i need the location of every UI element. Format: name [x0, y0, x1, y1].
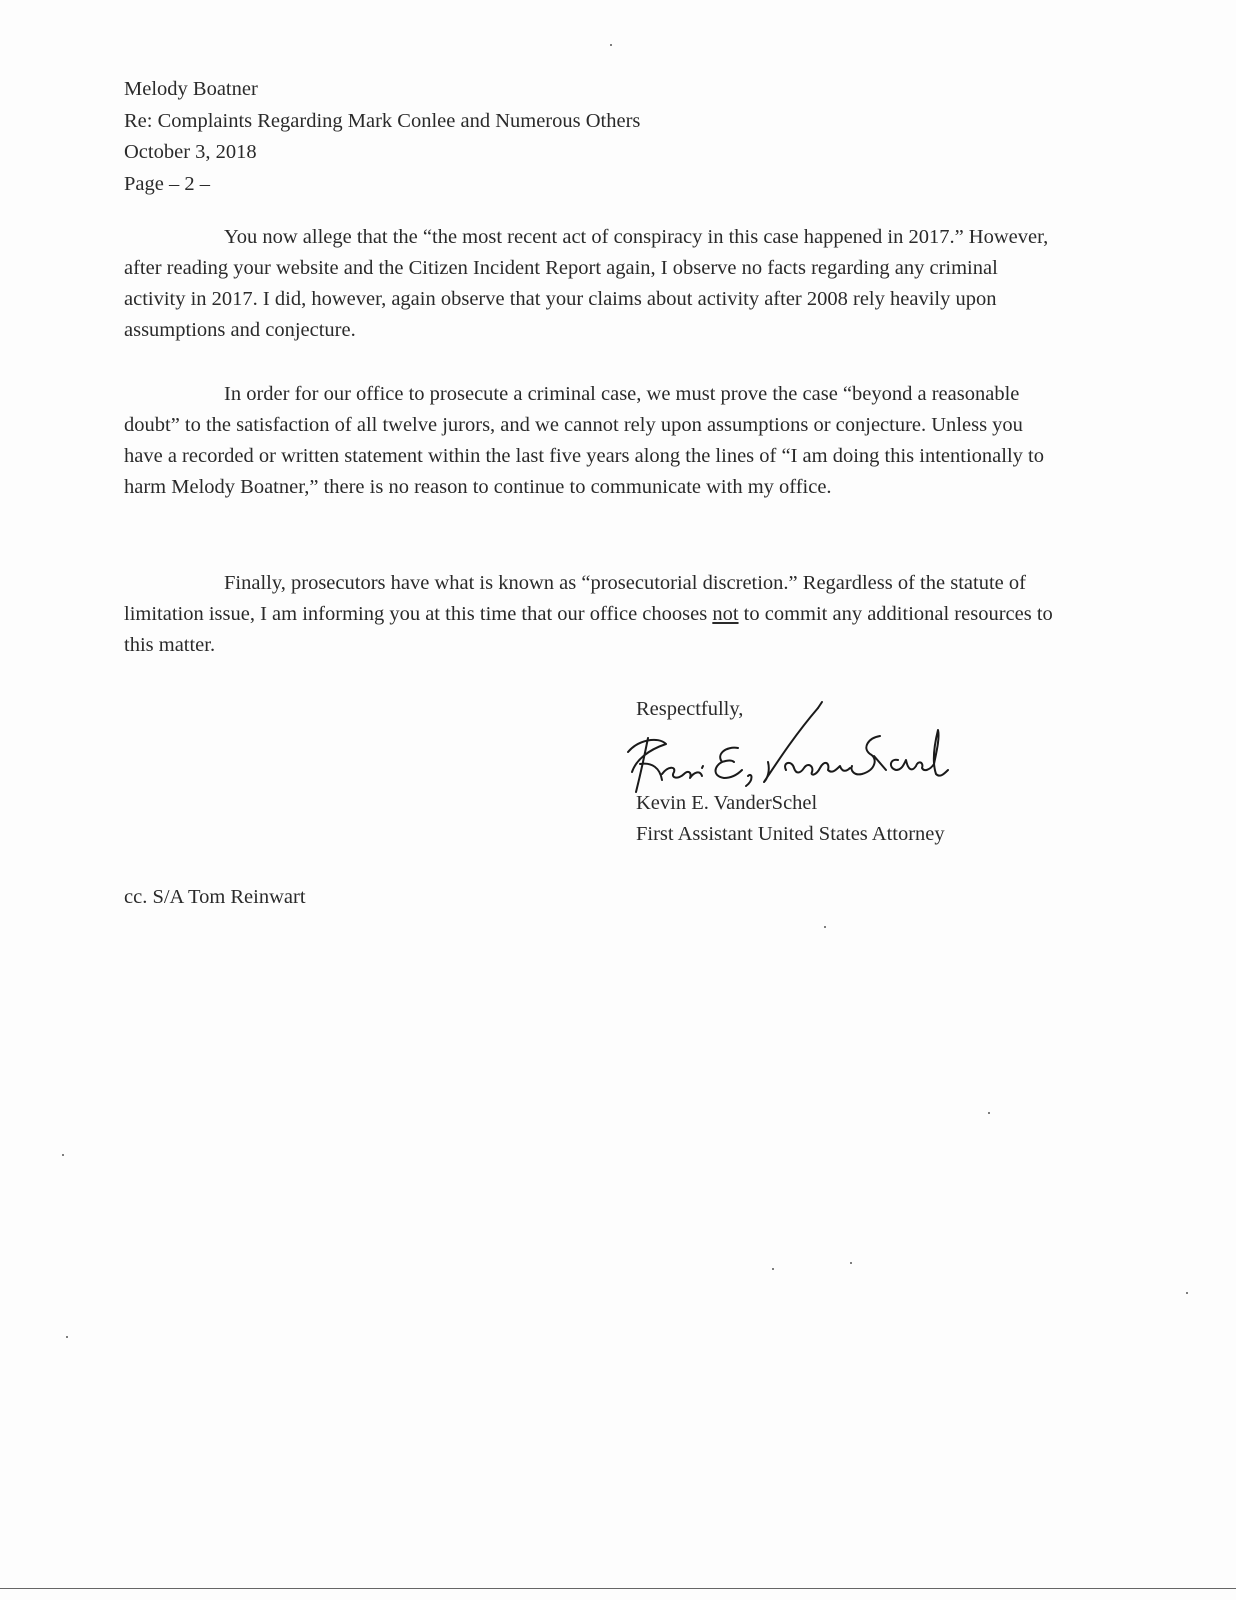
scan-speck [66, 1336, 68, 1338]
closing-salutation: Respectfully, [636, 698, 744, 720]
scan-speck [610, 44, 612, 46]
page-bottom-edge [0, 1588, 1236, 1589]
paragraph-3-end: to commit any additional resources to this matter. [124, 603, 1053, 656]
scan-speck [772, 1268, 774, 1270]
letter-date: October 3, 2018 [124, 141, 257, 163]
page-number: Page – 2 – [124, 172, 210, 195]
scan-speck [850, 1262, 852, 1264]
body-paragraph-3 [124, 568, 1064, 661]
scan-speck [824, 926, 826, 928]
letter-header [124, 74, 640, 200]
scan-speck [988, 1112, 990, 1114]
carbon-copy-line: cc. S/A Tom Reinwart [124, 886, 306, 908]
paragraph-3-start: Finally, prosecutors have what is known as “prosecutorial discretion.” Regardless of the statute of limitation issue, I am informing you at this time that our office chooses [124, 572, 1026, 625]
paragraph-3-emphasis: not [712, 603, 739, 625]
recipient-name: Melody Boatner [124, 78, 258, 100]
body-paragraph-1: You now allege that the “the most recent act of conspiracy in this case happened in 2017.” However, after reading your website and the Citizen Incident Report again, I observe no facts regarding any criminal activity in 2017. I did, however, again observe that your claims about activity after 2008 rely heavily upon assumptions and conjecture. [124, 226, 1049, 341]
signer-name: Kevin E. VanderSchel [636, 792, 818, 814]
scan-speck [62, 1154, 64, 1156]
subject-line: Re: Complaints Regarding Mark Conlee and Numerous Others [124, 109, 641, 132]
scan-speck [1186, 1292, 1188, 1294]
body-paragraph-2: In order for our office to prosecute a criminal case, we must prove the case “beyond a reasonable doubt” to the satisfaction of all twelve jurors, and we cannot rely upon assumptions or conjecture. Unless you have a recorded or written statement within the last five years along the lines of “I am doing this intentionally to harm Melody Boatner,” there is no reason to continue to communicate with my office. [124, 383, 1044, 498]
signer-title: First Assistant United States Attorney [636, 823, 945, 845]
signer-block [636, 788, 945, 850]
